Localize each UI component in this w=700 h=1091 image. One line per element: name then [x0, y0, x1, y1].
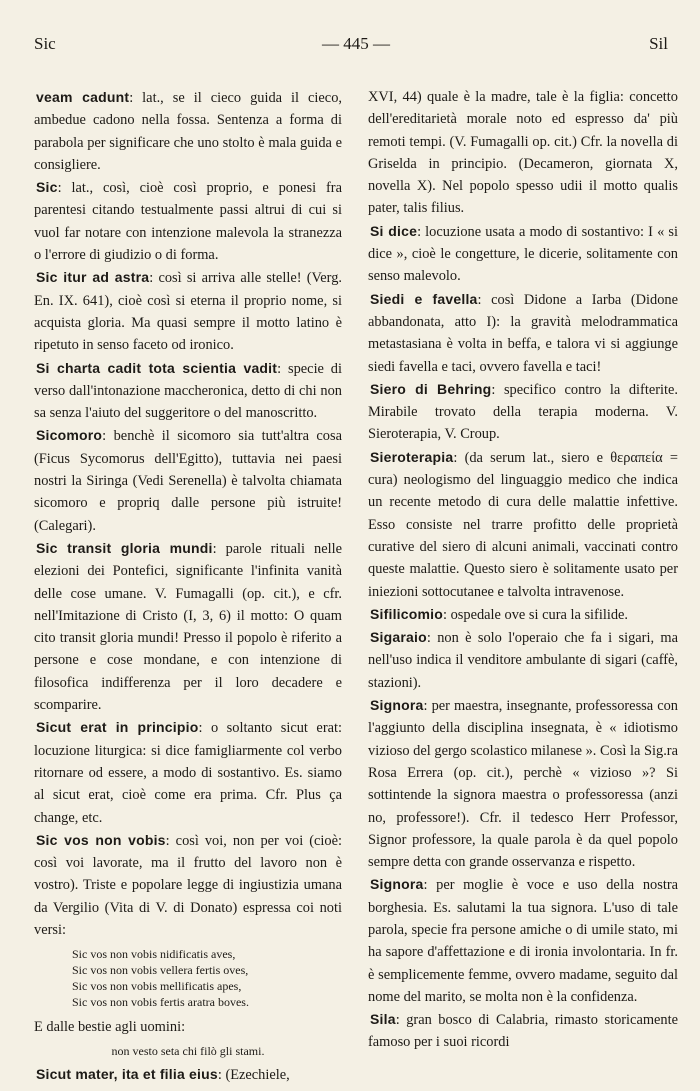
entry-sila [368, 1008, 678, 1054]
entry-text: : così voi, non per voi (cioè: così voi lavorate, ma il frutto del lavoro non è vostro). Triste e popolare legge di ingiustizia umana da Vergilio (Vita di V. di Donato) espressa coi noti versi: [34, 832, 342, 938]
entry-siero-di-behring [368, 378, 678, 446]
entry-veam-cadunt [34, 86, 342, 176]
verse-quote [72, 946, 342, 1010]
entry-text: : non è solo l'operaio che fa i sigari, ma nell'uso indica il venditore ambulante di sigari (caffè, stazioni). [368, 630, 678, 691]
entry-text: : specifico contro la difterite. Mirabile trovato della terapia moderna. V. Sieroterapia, V. Croup. [368, 381, 678, 443]
page-header [34, 28, 678, 54]
entry-si-charta-cadit [34, 357, 342, 425]
entry-sigaraio [368, 626, 678, 694]
text-columns [34, 86, 678, 1086]
entry-sic-vos-non-vobis [34, 829, 342, 941]
entry-text: : per maestra, insegnante, professoressa con l'aggiunto della disciplina insegnata, è « idiotismo vizioso del gergo scolastico milanese ». Così la Sig.ra Rosa Errera (op. cit.), perchè « vizioso »? Si sottintende la signora maestra o professoressa (anzi no, professore!). Cfr. il tedesco Herr Professor, Signor professore, la quale parola è da quel popolo sempre detta con grande osservanza e rispetto. [368, 698, 678, 871]
entry-headword: Siedi e favella [370, 290, 478, 307]
entry-sicut-mater [34, 1063, 342, 1086]
entry-text: : (da serum lat., siero e θεραπεία = cura) neologismo del linguaggio medico che indica un recente metodo di cura delle malattie infettive. Esso consiste nel trarre profitto delle proprietà curative del siero di alcuni animali, vaccinati contro queste malattie. Questo siero è solitamente usato per iniezioni sottocutanee e talvolta intravenose. [368, 449, 678, 600]
quoted-line: non vesto seta chi filò gli stami. [111, 1043, 265, 1058]
entry-text: : lat., così, cioè così proprio, e ponesi fra parentesi citando testualmente passi altrui di cui si vuol far notare con intenzione malevola la stranezza o l'errore di giudizio o di forma. [34, 180, 342, 264]
header-left-guide-word: Sic [34, 34, 56, 53]
entry-text: : locuzione usata a modo di sostantivo: I « si dice », cioè le congetture, le dicerie, solitamente con senso malevolo. [368, 223, 678, 285]
entry-sieroterapia [368, 446, 678, 603]
entry-text: : benchè il sicomoro sia tutt'altra cosa (Ficus Sycomorus dell'Egitto), tuttavia nei paesi nostri la Siringa (Vedi Serenella) è talvolta chiamata sicomoro e propriq dalle persone più istruite! (Calegari). [34, 428, 342, 534]
entry-headword: Si dice [370, 222, 418, 239]
entry-headword: Signora [370, 697, 424, 714]
entry-sifilicomio [368, 603, 678, 626]
entry-text: : o soltanto sicut erat: locuzione liturgica: si dice famigliarmente col verbo ritornare od essere, a modo di sostantivo. Es. siamo al sicut erat, cioè come era prima. Cfr. Plus ça change, etc. [34, 720, 342, 826]
entry-headword: Siero di Behring [370, 380, 492, 397]
entry-text: : lat., se il cieco guida il cieco, ambedue cadono nella fossa. Sentenza a forma di parabola per significare che uno stolto è mala guida e consigliere. [34, 90, 342, 173]
entry-text: : così si arriva alle stelle! (Verg. En. IX. 641), cioè così si eterna il proprio nome, si acquista gloria. Ma quasi sempre il motto latino è ripetuto in senso faceto od ironico. [34, 270, 342, 354]
verse-line: Sic vos non vobis nidificatis aves, [72, 947, 236, 962]
entry-text: : parole rituali nelle elezioni dei Pontefici, significante l'infinita vanità delle cose umane. V. Fumagalli (op. cit.), e cfr. nell'Imitazione di Cristo (I, 3, 6) il motto: O quam cito transit gloria mundi! Presso il popolo è riferito a persone e cose mondane, e con intenzione di filosofica indifferenza per il loro decadere e scomparire. [34, 540, 342, 714]
entry-sicut-erat-in-principio [34, 716, 342, 828]
page-number: — 445 — [322, 34, 390, 53]
entry-headword: Sifilicomio [370, 605, 443, 622]
entry-signora-maestra [368, 694, 678, 873]
entry-text: : così Didone a Iarba (Didone abbandonata, atto I): la gravità melodrammatica metastasiana è volta in beffa, e talora vi si aggiunge siedi favella e taci, ovvero favella e taci! [368, 291, 678, 375]
entry-sic-itur-ad-astra [34, 266, 342, 356]
entry-headword: Sic [36, 179, 58, 196]
right-column [356, 86, 678, 1086]
entry-siedi-e-favella [368, 288, 678, 378]
entry-text: : gran bosco di Calabria, rimasto storicamente famoso per i suoi ricordi [368, 1012, 678, 1051]
left-column [34, 86, 356, 1086]
header-right-guide-word: Sil [649, 34, 668, 53]
entry-si-dice [368, 220, 678, 288]
entry-headword: Signora [370, 876, 424, 893]
entry-headword: Sic transit gloria mundi [36, 539, 213, 556]
entry-headword: Sicut erat in principio [36, 719, 199, 736]
verse-line: Sic vos non vobis vellera fertis oves, [72, 963, 249, 978]
entry-headword: Sicut mater, ita et filia eius [36, 1065, 218, 1082]
entry-headword: Sic vos non vobis [36, 831, 166, 848]
entry-headword: Sic itur ad astra [36, 269, 150, 286]
entry-text: : ospedale ove si cura la sifilide. [443, 606, 629, 623]
entry-continuation: XVI, 44) quale è la madre, tale è la figlia: concetto dell'ereditarietà morale noto ed espresso da' più remoti tempi. (V. Fumagalli op. cit.) Cfr. la novella di Griselda in principio. (Decameron, giornata X, novella X). Nel popolo spesso udii il motto qualis pater, talis filius. [368, 89, 678, 217]
verse-line: Sic vos non vobis mellificatis apes, [72, 979, 242, 994]
entry-headword: Sicomoro [36, 427, 103, 444]
entry-headword: Sieroterapia [370, 448, 454, 465]
entry-sicomoro [34, 424, 342, 536]
entry-signora-moglie [368, 873, 678, 1008]
entry-text: : per moglie è voce e uso della nostra borghesia. Es. salutami la tua signora. L'uso di tale parola, specie fra persone amiche o di umile stato, mi ha sapore d'affettazione e di ironia involontaria. In fr. è semplicemente femme, ovvero madame, seguito dal nome del marito, se molta non è la confidenza. [368, 877, 678, 1005]
entry-headword: Sigaraio [370, 629, 427, 646]
entry-text: : specie di verso dall'intonazione maccheronica, detto di chi non sa senza l'aiuto del suggeritore o del manoscritto. [34, 360, 342, 422]
paragraph-text: E dalle bestie agli uomini: [34, 1019, 186, 1036]
entry-sic-transit-gloria-mundi [34, 537, 342, 716]
verse-line: Sic vos non vobis fertis aratra boves. [72, 995, 249, 1010]
entry-sic [34, 176, 342, 266]
entry-headword: veam cadunt [36, 89, 130, 105]
entry-headword: Si charta cadit tota scientia vadit [36, 359, 278, 376]
entry-text: : (Ezechiele, [217, 1066, 290, 1083]
entry-headword: Sila [370, 1011, 396, 1028]
